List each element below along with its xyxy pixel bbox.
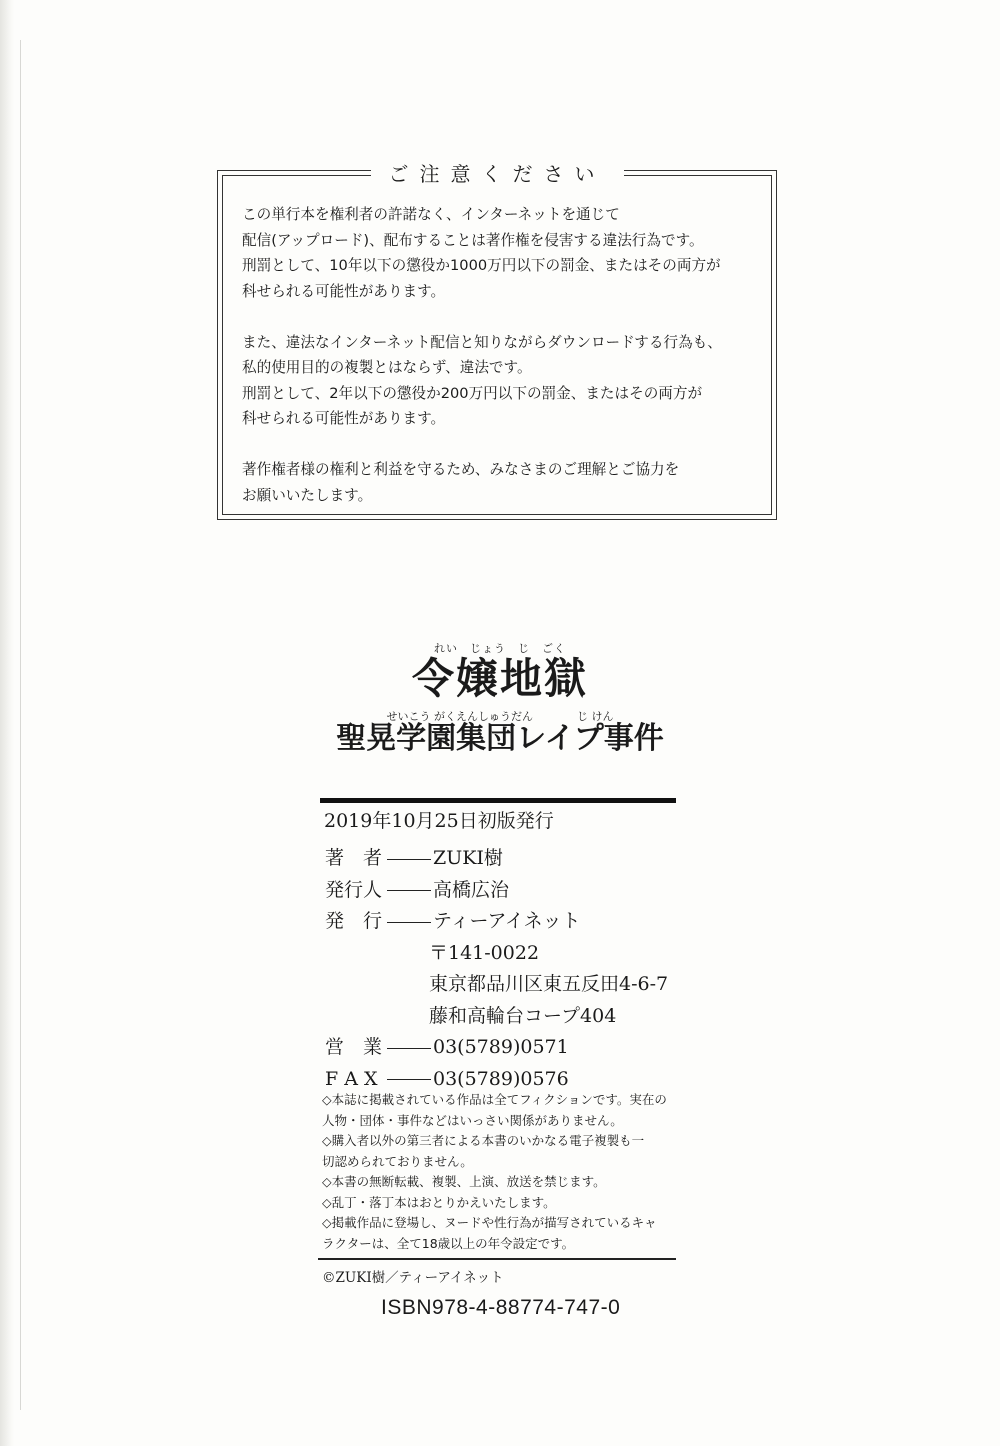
notice-line: 著作権者様の権利と利益を守るため、みなさまのご理解とご協力を	[242, 461, 680, 478]
notice-gap	[242, 304, 767, 330]
copyright-line: ©ZUKI樹／ティーアイネット	[322, 1270, 504, 1286]
notice-body	[242, 202, 767, 508]
credit-sales: 営 業 03(5789)0571	[325, 1036, 569, 1058]
notice-gap	[242, 432, 767, 458]
notice-line: この単行本を権利者の許諾なく、インターネットを通じて	[242, 206, 620, 223]
main-title-ruby: れい じょう じ ごく	[434, 642, 566, 655]
notice-title: ご注意ください	[217, 158, 777, 187]
notice-line: 科せられる可能性があります。	[242, 410, 446, 427]
sub-title: 聖晃学園集団レイプ事件	[336, 721, 664, 756]
notice-line: お願いいたします。	[242, 486, 373, 504]
notice-line: 配信(アップロード)、配布することは著作権を侵害する違法行為です。	[242, 231, 704, 249]
copyright-rule	[318, 1258, 676, 1260]
notice-line: 刑罰として、10年以下の懲役か1000万円以下の罰金、またはその両方が	[242, 257, 721, 274]
book-title-block	[320, 640, 680, 756]
note-line: ◇本書の無断転載、複製、上演、放送を禁じます。	[322, 1174, 606, 1189]
notice-line: 私的使用目的の複製とはならず、違法です。	[242, 359, 532, 376]
colophon-credits	[325, 843, 668, 1095]
isbn: ISBN978-4-88774-747-0	[381, 1296, 621, 1319]
note-line: ◇乱丁・落丁本はおとりかえいたします。	[322, 1194, 556, 1210]
credit-postal: 〒141-0022	[429, 941, 540, 964]
legal-notes	[322, 1090, 682, 1254]
title-rule	[320, 798, 676, 803]
credit-publisher: 発 行 ティーアイネット	[325, 910, 581, 932]
notice-line: 刑罰として、2年以下の懲役か200万円以下の罰金、またはその両方が	[242, 384, 703, 402]
credit-fax: F A X 03(5789)0576	[325, 1067, 569, 1090]
edition-date: 2019年10月25日初版発行	[324, 810, 554, 832]
credit-address1: 東京都品川区東五反田4-6-7	[429, 973, 669, 995]
copyright-notice-box	[217, 162, 777, 520]
note-line: 人物・団体・事件などはいっさい関係がありません。	[322, 1112, 623, 1128]
note-line: ラクターは、全て18歳以上の年令設定です。	[322, 1235, 575, 1251]
note-line: 切認められておりません。	[322, 1153, 473, 1169]
note-line: ◇購入者以外の第三者による本書のいかなる電子複製も一	[322, 1133, 645, 1148]
note-line: ◇本誌に掲載されている作品は全てフィクションです。実在の	[322, 1092, 667, 1107]
note-line: ◇掲載作品に登場し、ヌードや性行為が描写されているキャ	[322, 1215, 657, 1230]
notice-line: 科せられる可能性があります。	[242, 282, 446, 300]
credit-publisher-person: 発行人 高橋広治	[325, 878, 510, 901]
main-title: 令嬢地獄	[411, 654, 588, 703]
credit-address2: 藤和高輪台コープ404	[429, 1004, 617, 1027]
credit-author: 著 者 ZUKI樹	[325, 847, 503, 869]
sub-title-ruby: せいこう がくえんしゅうだん じ けん	[386, 710, 614, 723]
notice-line: また、違法なインターネット配信と知りながらダウンロードする行為も、	[242, 333, 722, 351]
page-edge-line	[20, 40, 21, 1410]
page-edge-shadow	[0, 0, 14, 1446]
